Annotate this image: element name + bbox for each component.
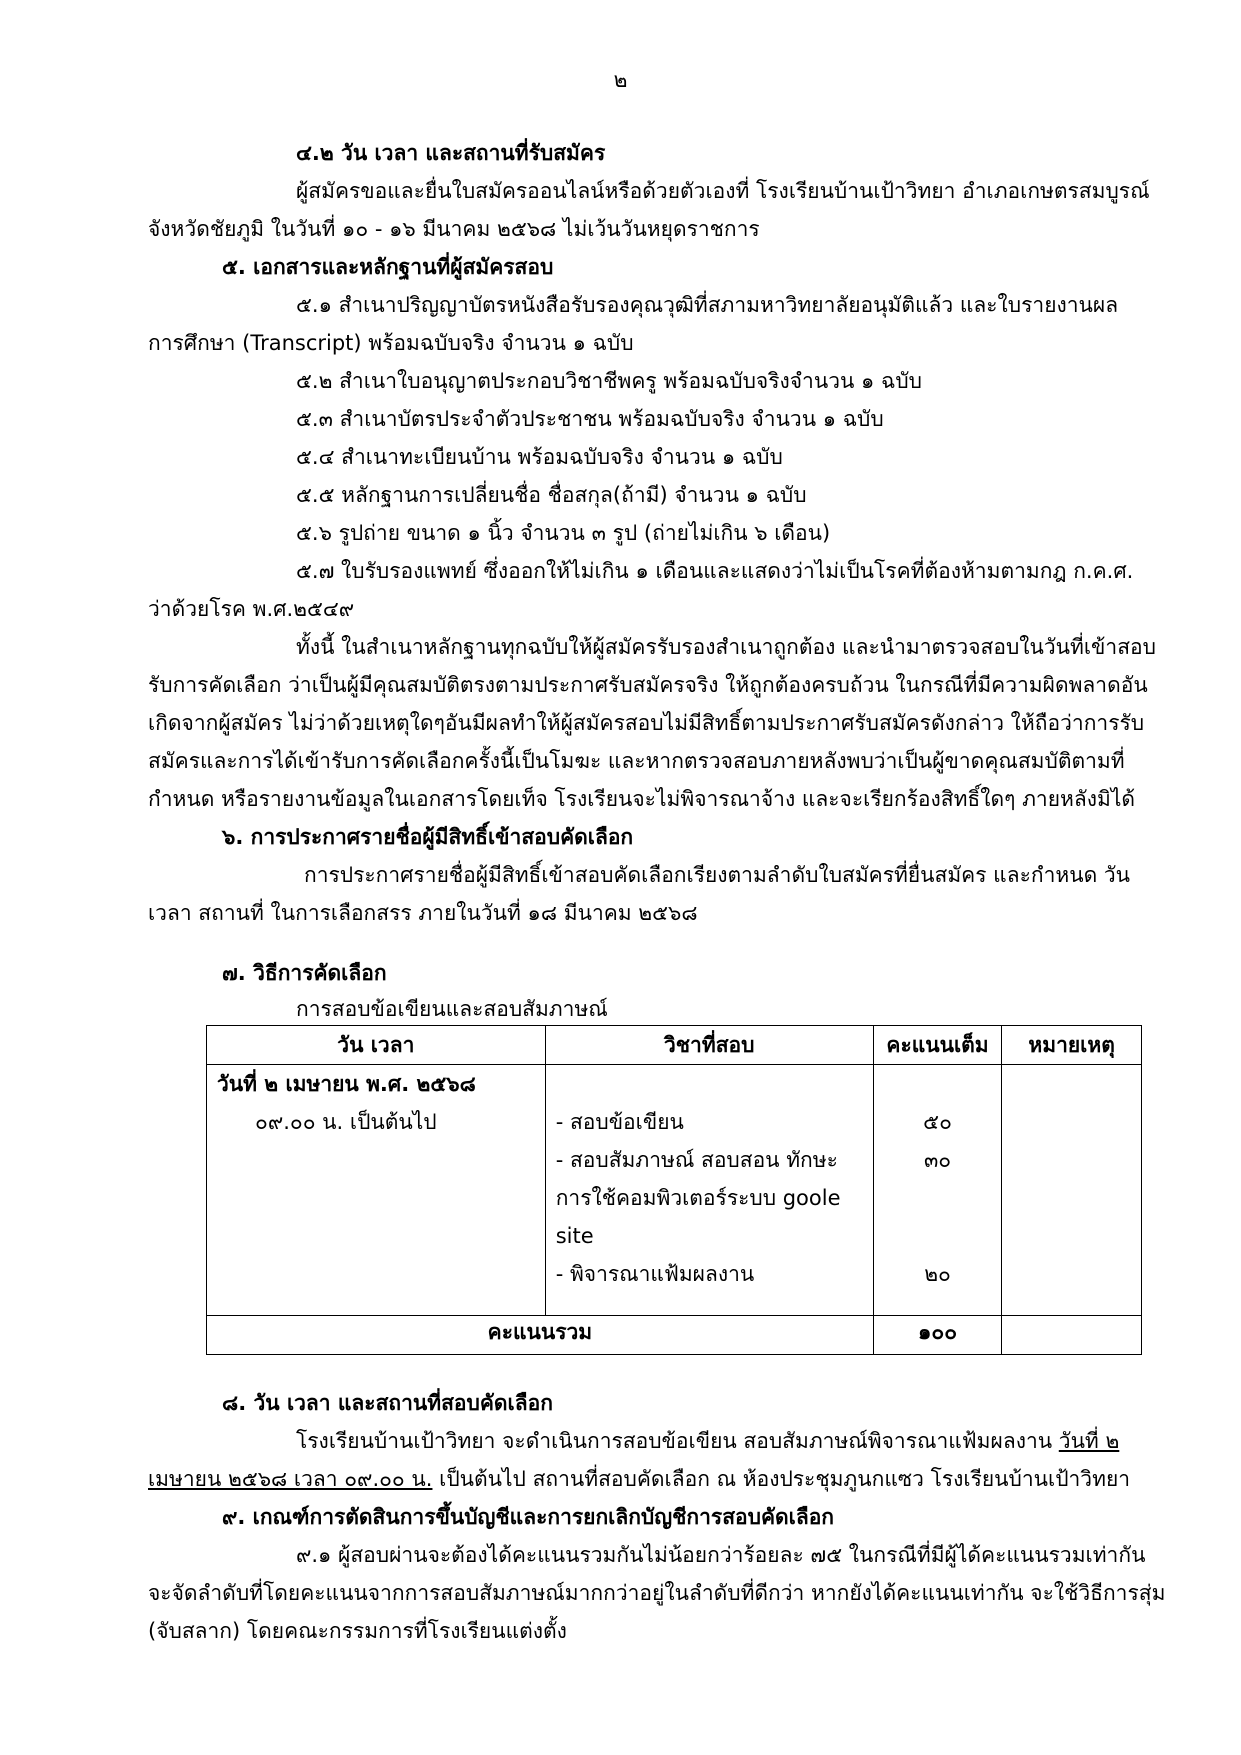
subject-cell <box>545 1065 873 1316</box>
subject-portfolio: - พิจารณาแฟ้มผลงาน <box>555 1262 755 1286</box>
section-6-line: เวลา สถานที่ ในการเลือกสรร ภายในวันที่ ๑๘ มีนาคม ๒๕๖๘ <box>148 901 698 925</box>
table-total-row <box>207 1316 1142 1355</box>
section-5-heading: ๕. เอกสารและหลักฐานที่ผู้สมัครสอบ <box>222 255 554 279</box>
section-5-paragraph: กำหนด หรือรายงานข้อมูลในเอกสารโดยเท็จ โรงเรียนจะไม่พิจารณาจ้าง และจะเรียกร้องสิทธิ์ใดๆ ภายหลังมิได้ <box>148 787 1136 811</box>
subject-interview: - สอบสัมภาษณ์ สอบสอน ทักษะ <box>555 1148 838 1172</box>
score-cell <box>873 1065 1001 1316</box>
section-8-heading: ๘. วัน เวลา และสถานที่สอบคัดเลือก <box>222 1391 553 1415</box>
section-5-item: ๕.๔ สำเนาทะเบียนบ้าน พร้อมฉบับจริง จำนวน ๑ ฉบับ <box>296 445 783 469</box>
section-7-heading: ๗. วิธีการคัดเลือก <box>222 961 387 985</box>
date-cell <box>207 1065 546 1316</box>
section-9-item: ๙.๑ ผู้สอบผ่านจะต้องได้คะแนนรวมกันไม่น้อยกว่าร้อยละ ๗๕ ในกรณีที่มีผู้ได้คะแนนรวมเท่ากัน <box>296 1543 1146 1567</box>
exam-date-underlined: วันที่ ๒ <box>1058 1429 1120 1453</box>
section-5-item: ๕.๗ ใบรับรองแพทย์ ซึ่งออกให้ไม่เกิน ๑ เดือนและแสดงว่าไม่เป็นโรคที่ต้องห้ามตามกฎ ก.ค.ศ. <box>296 559 1134 583</box>
subject-interview-cont: site <box>555 1224 594 1248</box>
section-5-item: ๕.๓ สำเนาบัตรประจำตัวประชาชน พร้อมฉบับจริง จำนวน ๑ ฉบับ <box>296 407 884 431</box>
section-9-item: (จับสลาก) โดยคณะกรรมการที่โรงเรียนแต่งตั้ง <box>148 1619 567 1643</box>
section-5-item: การศึกษา (Transcript) พร้อมฉบับจริง จำนวน ๑ ฉบับ <box>148 331 634 355</box>
page-number: ๒ <box>613 68 628 92</box>
section-6-heading: ๖. การประกาศรายชื่อผู้มีสิทธิ์เข้าสอบคัดเลือก <box>222 825 634 849</box>
section-5-item: ๕.๑ สำเนาปริญญาบัตรหนังสือรับรองคุณวุฒิที่สภามหาวิทยาลัยอนุมัติแล้ว และใบรายงานผล <box>296 293 1119 317</box>
section-4-2-line: ผู้สมัครขอและยื่นใบสมัครออนไลน์หรือด้วยตัวเองที่ โรงเรียนบ้านเป้าวิทยา อำเภอเกษตรสมบูรณ์ <box>296 179 1150 203</box>
section-9-heading: ๙. เกณฑ์การตัดสินการขึ้นบัญชีและการยกเลิกบัญชีการสอบคัดเลือก <box>222 1505 835 1529</box>
remark-cell <box>1002 1065 1142 1316</box>
section-5-paragraph: เกิดจากผู้สมัคร ไม่ว่าด้วยเหตุใดๆอันมีผลทำให้ผู้สมัครสอบไม่มีสิทธิ์ตามประกาศรับสมัครดังกล่าว ให้ถือว่าการรับ <box>148 711 1145 735</box>
section-8-text: โรงเรียนบ้านเป้าวิทยา จะดำเนินการสอบข้อเขียน สอบสัมภาษณ์พิจารณาแฟ้มผลงาน <box>296 1429 1059 1453</box>
subject-interview-cont: การใช้คอมพิวเตอร์ระบบ goole <box>555 1186 841 1210</box>
table-header-row <box>207 1026 1142 1065</box>
section-5-item: ๕.๕ หลักฐานการเปลี่ยนชื่อ ชื่อสกุล(ถ้ามี) จำนวน ๑ ฉบับ <box>296 483 807 507</box>
exam-date: วันที่ ๒ เมษายน พ.ศ. ๒๕๖๘ <box>217 1072 476 1096</box>
section-4-2-line: จังหวัดชัยภูมิ ในวันที่ ๑๐ - ๑๖ มีนาคม ๒๕๖๘ ไม่เว้นวันหยุดราชการ <box>148 217 760 241</box>
exam-datetime-underlined: เมษายน ๒๕๖๘ เวลา ๐๙.๐๐ น. <box>148 1467 433 1491</box>
section-5-paragraph: รับการคัดเลือก ว่าเป็นผู้มีคุณสมบัติตรงตามประกาศรับสมัครจริง ให้ถูกต้องครบถ้วน ในกรณีที่มีความผิดพลาดอัน <box>148 673 1148 697</box>
section-5-item: ว่าด้วยโรค พ.ศ.๒๕๔๙ <box>148 597 355 621</box>
exam-schedule-table <box>206 1025 1142 1355</box>
total-remark <box>1002 1316 1142 1355</box>
header-date: วัน เวลา <box>207 1026 546 1065</box>
header-subject: วิชาที่สอบ <box>545 1026 873 1065</box>
exam-time: ๐๙.๐๐ น. เป็นต้นไป <box>255 1110 437 1134</box>
score-interview: ๓๐ <box>923 1148 952 1172</box>
section-6-line: การประกาศรายชื่อผู้มีสิทธิ์เข้าสอบคัดเลือกเรียงตามลำดับใบสมัครที่ยื่นสมัคร และกำหนด วัน <box>304 863 1131 887</box>
total-label: คะแนนรวม <box>207 1316 874 1355</box>
section-4-2-heading: ๔.๒ วัน เวลา และสถานที่รับสมัคร <box>296 141 606 165</box>
section-9-item: จะจัดลำดับที่โดยคะแนนจากการสอบสัมภาษณ์มากกว่าอยู่ในลำดับที่ดีกว่า หากยังได้คะแนนเท่ากัน จะใช้วิธีการสุ่ม <box>148 1581 1166 1605</box>
section-7-subheading: การสอบข้อเขียนและสอบสัมภาษณ์ <box>296 997 608 1021</box>
section-8-text: เป็นต้นไป สถานที่สอบคัดเลือก ณ ห้องประชุมภูนกแซว โรงเรียนบ้านเป้าวิทยา <box>432 1467 1131 1491</box>
subject-written: - สอบข้อเขียน <box>555 1110 684 1134</box>
section-5-paragraph: สมัครและการได้เข้ารับการคัดเลือกครั้งนี้เป็นโมฆะ และหากตรวจสอบภายหลังพบว่าเป็นผู้ขาดคุณสมบัติตามที่ <box>148 749 1125 773</box>
header-remark: หมายเหตุ <box>1002 1026 1142 1065</box>
section-5-paragraph: ทั้งนี้ ในสำเนาหลักฐานทุกฉบับให้ผู้สมัครรับรองสำเนาถูกต้อง และนำมาตรวจสอบในวันที่เข้าสอบ <box>296 635 1156 659</box>
table-row <box>207 1065 1142 1316</box>
section-8-line <box>296 1426 1119 1456</box>
header-full-score: คะแนนเต็ม <box>873 1026 1001 1065</box>
section-5-item: ๕.๒ สำเนาใบอนุญาตประกอบวิชาชีพครู พร้อมฉบับจริงจำนวน ๑ ฉบับ <box>296 369 923 393</box>
score-written: ๕๐ <box>923 1110 952 1134</box>
section-5-item: ๕.๖ รูปถ่าย ขนาด ๑ นิ้ว จำนวน ๓ รูป (ถ่ายไม่เกิน ๖ เดือน) <box>296 521 831 545</box>
score-portfolio: ๒๐ <box>924 1262 951 1286</box>
total-value: ๑๐๐ <box>873 1316 1001 1355</box>
section-8-line <box>148 1464 1130 1494</box>
